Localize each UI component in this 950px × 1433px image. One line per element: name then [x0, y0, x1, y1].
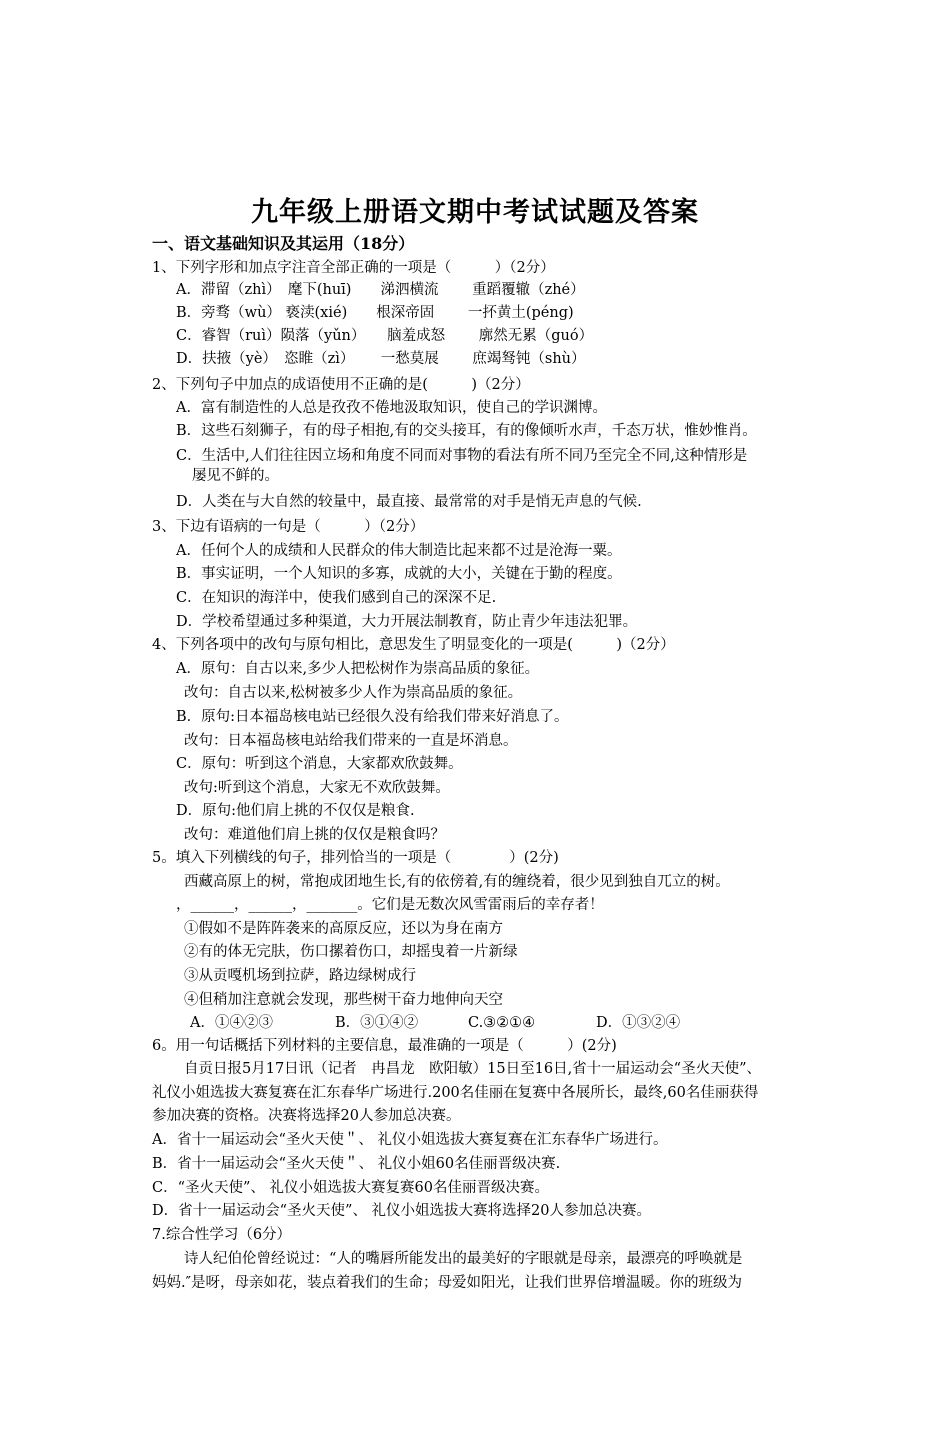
q6-option-c: C．“圣火天使”、 礼仪小姐选拔大赛复赛60名佳丽晋级决赛。 [152, 1180, 549, 1196]
q6-option-a: A．省十一届运动会“圣火天使＂、 礼仪小姐选拔大赛复赛在汇东春华广场进行。 [152, 1132, 668, 1148]
q2-option-a: A．富有制造性的人总是孜孜不倦地汲取知识，使自己的学识渊博。 [176, 400, 607, 416]
q3-option-d: D．学校希望通过多种渠道，大力开展法制教育，防止青少年违法犯罪。 [176, 614, 638, 630]
q5-sentence-4: ④但稍加注意就会发现，那些树干奋力地伸向天空 [184, 992, 503, 1008]
q7-passage-line1: 诗人纪伯伦曾经说过：“人的嘴唇所能发出的最美好的字眼就是母亲，最漂亮的呼唤就是 [184, 1251, 743, 1267]
q3-stem: 3、下边有语病的一句是（ ）（2分） [152, 519, 425, 535]
q3-option-a: A．任何个人的成绩和人民群众的伟大制造比起来都不过是沧海一粟。 [176, 543, 622, 559]
q3-option-c: C．在知识的海洋中，使我们感到自己的深深不足. [176, 590, 497, 606]
q5-option-c: C.③②①④ [468, 1015, 536, 1031]
q5-stem: 5。填入下列横线的句子，排列恰当的一项是（ ）(2分) [152, 850, 559, 866]
q6-passage-line2: 礼仪小姐选拔大赛复赛在汇东春华广场进行.200名佳丽在复赛中各展所长，最终,60名佳丽获得 [152, 1085, 759, 1101]
q5-sentence-2: ②有的体无完肤，伤口摞着伤口，却摇曳着一片新绿 [184, 944, 518, 960]
q4-option-c-revised: 改句:听到这个消息，大家无不欢欣鼓舞。 [184, 780, 450, 796]
q5-passage-line1: 西藏高原上的树，常抱成团地生长,有的依傍着,有的缠绕着，很少见到独自兀立的树。 [184, 874, 730, 890]
q2-option-d: D．人类在与大自然的较量中，最直接、最常常的对手是悄无声息的气候. [176, 494, 642, 510]
q5-option-b: B．③①④② [335, 1015, 419, 1031]
q2-stem: 2、下列句子中加点的成语使用不正确的是( )（2分） [152, 377, 530, 393]
q6-passage-line1: 自贡日报5月17日讯（记者 冉昌龙 欧阳敏）15日至16日,省十一届运动会“圣火天使”、 [184, 1061, 762, 1077]
q5-passage-line2: ，______，______，_______。它们是无数次风雪雷雨后的幸存者！ [176, 897, 604, 913]
q4-option-a-revised: 改句：自古以来,松树被多少人作为崇高品质的象征。 [184, 685, 523, 701]
q4-option-b-original: B．原句:日本福岛核电站已经很久没有给我们带来好消息了。 [176, 709, 569, 725]
q4-option-b-revised: 改句：日本福岛核电站给我们带来的一直是坏消息。 [184, 733, 518, 749]
q1-option-b: B．旁骛（wù） 亵渎(xié) 根深帝固 一抔黄土(péng) [176, 305, 574, 321]
q5-option-d: D．①③②④ [596, 1015, 681, 1031]
q1-stem: 1、下列字形和加点字注音全部正确的一项是（ ）（2分） [152, 260, 555, 276]
q7-stem: 7.综合性学习（6分） [152, 1227, 292, 1243]
q7-passage-line2: 妈妈.″是呀，母亲如花，装点着我们的生命；母爱如阳光，让我们世界倍增温暖。你的班级为 [152, 1275, 743, 1291]
q4-option-d-original: D．原句:他们肩上挑的不仅仅是粮食. [176, 803, 415, 819]
q1-option-a: A．滞留（zhì） 麾下(huī) 涕泗横流 重蹈覆辙（zhé） [176, 282, 585, 298]
q2-option-c-line1: C．生活中,人们往往因立场和角度不同而对事物的看法有所不同乃至完全不同,这种情形是 [176, 448, 748, 464]
q4-option-a-original: A．原句：自古以来,多少人把松树作为崇高品质的象征。 [176, 661, 540, 677]
q5-option-a: A．①④②③ [190, 1015, 273, 1031]
q2-option-c-line2: 屡见不鲜的。 [192, 468, 279, 484]
q5-sentence-1: ①假如不是阵阵袭来的高原反应，还以为身在南方 [184, 921, 503, 937]
page-title: 九年级上册语文期中考试试题及答案 [251, 197, 699, 228]
section-heading: 一、语文基础知识及其运用（18分） [152, 234, 415, 253]
q6-passage-line3: 参加决赛的资格。决赛将选择20人参加总决赛。 [152, 1108, 461, 1124]
q6-option-d: D．省十一届运动会“圣火天使”、 礼仪小姐选拔大赛将选择20人参加总决赛。 [152, 1203, 652, 1219]
q2-option-b: B．这些石刻狮子，有的母子相抱,有的交头接耳，有的像倾听水声，千态万状，惟妙惟肖。 [176, 423, 757, 439]
q6-stem: 6。用一句话概括下列材料的主要信息，最准确的一项是（ ）(2分) [152, 1038, 617, 1054]
q1-option-c: C．睿智（ruì）陨落（yǔn） 脑羞成怒 廓然无累（guó） [176, 328, 594, 344]
q4-stem: 4、下列各项中的改句与原句相比，意思发生了明显变化的一项是( )（2分） [152, 637, 675, 653]
q5-sentence-3: ③从贡嘎机场到拉萨，路边绿树成行 [184, 968, 416, 984]
q4-option-c-original: C．原句：听到这个消息，大家都欢欣鼓舞。 [176, 756, 463, 772]
q1-option-d: D．扶掖（yè） 恣睢（zì） 一愁莫展 庶竭驽钝（shù） [176, 351, 586, 367]
q6-option-b: B．省十一届运动会“圣火天使＂、 礼仪小姐60名佳丽晋级决赛. [152, 1156, 561, 1172]
q4-option-d-revised: 改句：难道他们肩上挑的仅仅是粮食吗？ [184, 827, 445, 843]
q3-option-b: B．事实证明，一个人知识的多寡，成就的大小，关键在于勤的程度。 [176, 566, 622, 582]
